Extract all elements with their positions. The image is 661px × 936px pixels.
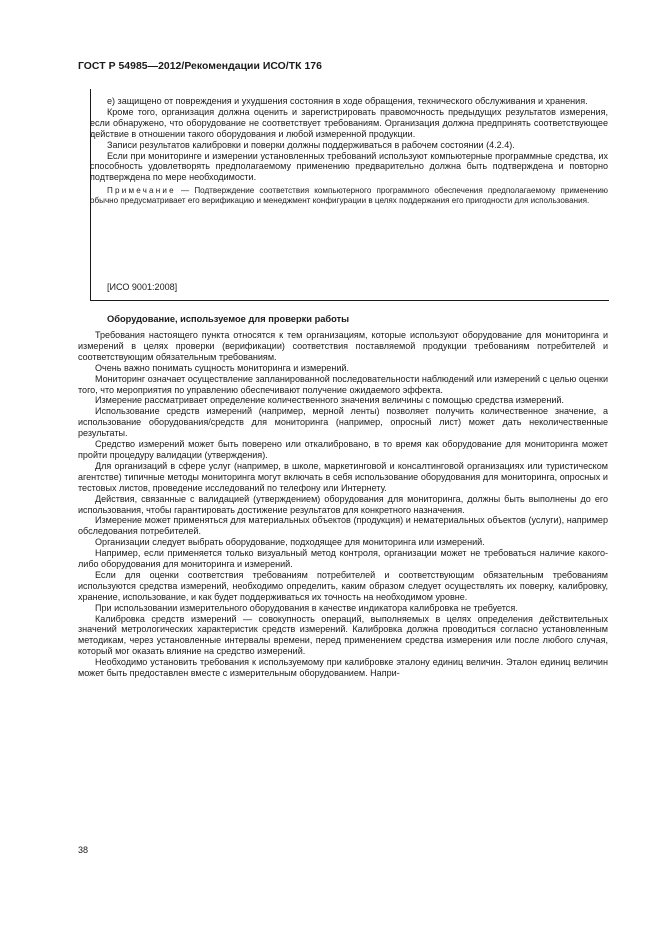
body-paragraph: Действия, связанные с валидацией (утверждением) оборудования для мониторинга, должны быть выполнены до его использования, чтобы гарантировать достижение результатов для конкретного назначения.	[78, 493, 608, 515]
body-paragraph: Организации следует выбрать оборудование, подходящее для мониторинга или измерений.	[95, 537, 485, 548]
body-paragraph: При использовании измерительного оборудования в качестве индикатора калибровка не требуется.	[95, 602, 518, 613]
box-paragraph: Если при мониторинге и измерении установленных требований используют компьютерные программные средства, их способность удовлетворять предполагаемому применению предварительно должна быть подтверждена и повторно подтверждена по мере необходимости.	[90, 150, 608, 183]
box-paragraph: Записи результатов калибровки и поверки должны поддерживаться в рабочем состоянии (4.2.4).	[107, 139, 515, 150]
section-title: Оборудование, используемое для проверки работы	[107, 314, 350, 324]
section-body	[78, 330, 608, 679]
box-paragraph: е) защищено от повреждения и ухудшения состояния в ходе обращения, технического обслуживания и хранения.	[107, 96, 588, 106]
body-paragraph: Измерение может применяться для материальных объектов (продукция) и нематериальных объектов (услуги), например обследования потребителей.	[78, 515, 608, 537]
citation: [ИСО 9001:2008]	[107, 282, 178, 292]
note	[90, 186, 608, 206]
document-header: ГОСТ Р 54985—2012/Рекомендации ИСО/ТК 176	[78, 61, 322, 72]
body-paragraph: Например, если применяется только визуальный метод контроля, организации может не требоваться наличие какого-либо оборудования для мониторинга и измерений.	[78, 548, 608, 570]
note-text: — Подтверждение соответствия компьютерного программного обеспечения предполагаемому применению обычно предусматривает его верификацию и менеджмент конфигурации в целях поддержания его пригодности для использования.	[90, 186, 608, 206]
body-paragraph: Очень важно понимать сущность мониторинга и измерений.	[95, 362, 349, 373]
body-paragraph: Для организаций в сфере услуг (например, в школе, маркетинговой и консалтинговой организациях или туристическом агентстве) типичные методы мониторинга могут включать в себя использование оборудования для мониторинга, опросных и тестовых листов, проведение исследований по телефону или Интернету.	[78, 460, 608, 493]
quoted-requirement-text	[90, 96, 608, 207]
body-paragraph: Средство измерений может быть поверено или откалибровано, в то время как оборудование для мониторинга может пройти процедуру валидации (утверждения).	[78, 439, 608, 460]
page-number: 38	[78, 845, 89, 855]
box-paragraph: Кроме того, организация должна оценить и зарегистрировать правомочность предыдущих результатов измерения, если обнаружено, что оборудование не соответствует требованиям. Организация должна предпринять соответствующее действие в отношении такого оборудования и любой измеренной продукции.	[90, 106, 608, 139]
note-label: Примечание	[107, 186, 176, 196]
body-paragraph: Если для оценки соответствия требованиям потребителей и соответствующим обязательным требованиям используются средства измерений, необходимо определить, каким образом следует осуществлять их поверку, калибровку, хранение, использование, и как будет поддерживаться их точность на необходимом уровне.	[78, 569, 608, 602]
body-paragraph: Требования настоящего пункта относятся к тем организациям, которые используют оборудование для мониторинга и измерений в целях проверки (верификации) соответствия поставляемой продукции требованиям потребителей и соответствующим обязательным требованиям.	[78, 330, 608, 362]
body-paragraph: Калибровка средств измерений — совокупность операций, выполняемых в целях определения действительных значений метрологических характеристик средств измерений. Калибровка должна проводиться согласно установленным методикам, через установленные интервалы времени, перед применением средства измерения или после любого случая, который мог оказать влияние на средство измерений.	[78, 613, 608, 657]
body-paragraph: Измерение рассматривает определение количественного значения величины с помощью средства измерений.	[95, 395, 564, 406]
body-paragraph: Использование средств измерений (например, мерной ленты) позволяет получить количественное значение, а использование оборудования/средств для мониторинга (например, опросный лист) может дать неколичественные результаты.	[78, 406, 608, 439]
body-paragraph: Необходимо установить требования к используемому при калибровке эталону единиц величин. Эталон единиц величин может быть предоставлен вместе с измерительным оборудованием. Напри-	[78, 657, 608, 679]
body-paragraph: Мониторинг означает осуществление запланированной последовательности наблюдений или измерений с целью оценки того, что мероприятия по управлению обеспечивают получение ожидаемого эффекта.	[78, 373, 608, 395]
